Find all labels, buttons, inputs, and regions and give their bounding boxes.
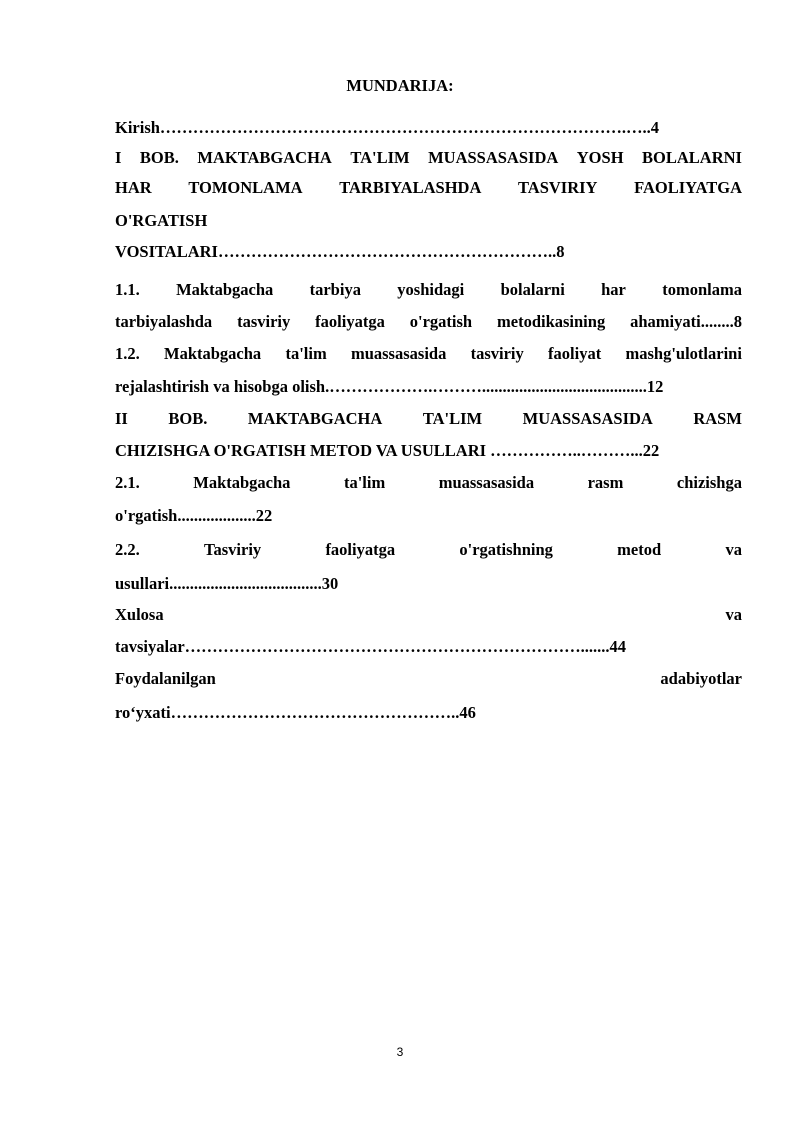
toc-word: Maktabgacha	[164, 344, 262, 363]
page-number: 3	[396, 1045, 404, 1059]
toc-word: va	[725, 540, 742, 559]
toc-word: ta'lim	[343, 473, 386, 492]
toc-word: O'RGATISH	[115, 211, 208, 230]
toc-word: BOLALARNI	[642, 148, 742, 167]
toc-word: Xulosa	[115, 605, 164, 624]
toc-word: ro‘yxati……………………………………………..46	[115, 703, 476, 722]
toc-word: MAKTABGACHA	[247, 409, 383, 428]
toc-word: tarbiyalashda	[115, 312, 213, 331]
toc-line	[115, 118, 742, 138]
toc-word: 2.1.	[115, 473, 140, 492]
toc-word: va	[725, 605, 742, 624]
toc-word: HAR	[115, 178, 152, 197]
toc-line	[115, 703, 742, 723]
toc-word: tarbiya	[309, 280, 361, 299]
toc-line	[115, 574, 742, 594]
toc-word: muassasasida	[350, 344, 447, 363]
toc-word: metod	[617, 540, 662, 559]
toc-word: tavsiyalar……………………………………………………………….......44	[115, 637, 627, 656]
toc-word: o'rgatishning	[459, 540, 553, 559]
toc-word: VOSITALARI……………………………………………………..8	[115, 242, 565, 261]
toc-line	[115, 211, 742, 231]
toc-word: faoliyatga	[315, 312, 385, 331]
toc-word: o'rgatish	[409, 312, 473, 331]
toc-line	[115, 441, 742, 461]
toc-word: tomonlama	[662, 280, 742, 299]
toc-word: Foydalanilgan	[115, 669, 216, 688]
toc-word: TARBIYALASHDA	[339, 178, 482, 197]
toc-line	[115, 605, 742, 625]
toc-word: I	[115, 148, 122, 167]
toc-line	[115, 540, 742, 560]
toc-line	[115, 377, 742, 397]
toc-word: TA'LIM	[350, 148, 410, 167]
toc-word: usullari.....................................30	[115, 574, 339, 593]
toc-word: MUASSASASIDA	[428, 148, 559, 167]
toc-line	[115, 148, 742, 168]
toc-word: TASVIRIY	[518, 178, 598, 197]
toc-word: II	[115, 409, 128, 428]
page-title: MUNDARIJA:	[346, 76, 454, 95]
toc-word: faoliyat	[548, 344, 602, 363]
toc-word: bolalarni	[500, 280, 565, 299]
toc-word: mashg'ulotlarini	[625, 344, 742, 363]
toc-word: CHIZISHGA O'RGATISH METOD VA USULLARI ……………..………...22	[115, 441, 660, 460]
toc-word: FAOLIYATGA	[634, 178, 742, 197]
toc-word: metodikasining	[497, 312, 606, 331]
toc-word: o'rgatish...................22	[115, 506, 273, 525]
toc-line	[115, 473, 742, 493]
toc-word: 1.1.	[115, 280, 140, 299]
toc-word: MUASSASASIDA	[522, 409, 653, 428]
toc-word: yoshidagi	[397, 280, 465, 299]
toc-word: TA'LIM	[422, 409, 483, 428]
toc-word: adabiyotlar	[660, 669, 742, 688]
toc-line	[115, 280, 742, 300]
toc-line	[115, 506, 742, 526]
toc-word: Tasviriy	[204, 540, 262, 559]
toc-line	[115, 242, 742, 262]
toc-word: MAKTABGACHA	[197, 148, 332, 167]
toc-word: tasviriy	[470, 344, 524, 363]
toc-line	[115, 669, 742, 689]
toc-word: BOB.	[168, 409, 208, 428]
toc-line	[115, 637, 742, 657]
toc-word: RASM	[693, 409, 742, 428]
toc-word: Kirish………………………………………………………………………….…..4	[115, 118, 660, 137]
toc-word: faoliyatga	[325, 540, 396, 559]
toc-word: YOSH	[576, 148, 624, 167]
toc-word: TOMONLAMA	[188, 178, 303, 197]
toc-word: BOB.	[139, 148, 179, 167]
toc-word: ta'lim	[285, 344, 327, 363]
toc-line	[115, 312, 742, 332]
toc-line	[115, 344, 742, 364]
toc-word: 2.2.	[115, 540, 140, 559]
toc-word: 1.2.	[115, 344, 140, 363]
toc-word: rejalashtirish va hisobga olish.……………….………........................................12	[115, 377, 664, 396]
toc-line	[115, 409, 742, 429]
toc-word: Maktabgacha	[176, 280, 274, 299]
toc-word: muassasasida	[438, 473, 535, 492]
toc-line	[115, 178, 742, 198]
toc-word: rasm	[587, 473, 624, 492]
toc-word: har	[601, 280, 626, 299]
toc-word: chizishga	[676, 473, 742, 492]
toc-word: ahamiyati........8	[630, 312, 742, 331]
toc-word: tasviriy	[237, 312, 291, 331]
toc-word: Maktabgacha	[193, 473, 291, 492]
